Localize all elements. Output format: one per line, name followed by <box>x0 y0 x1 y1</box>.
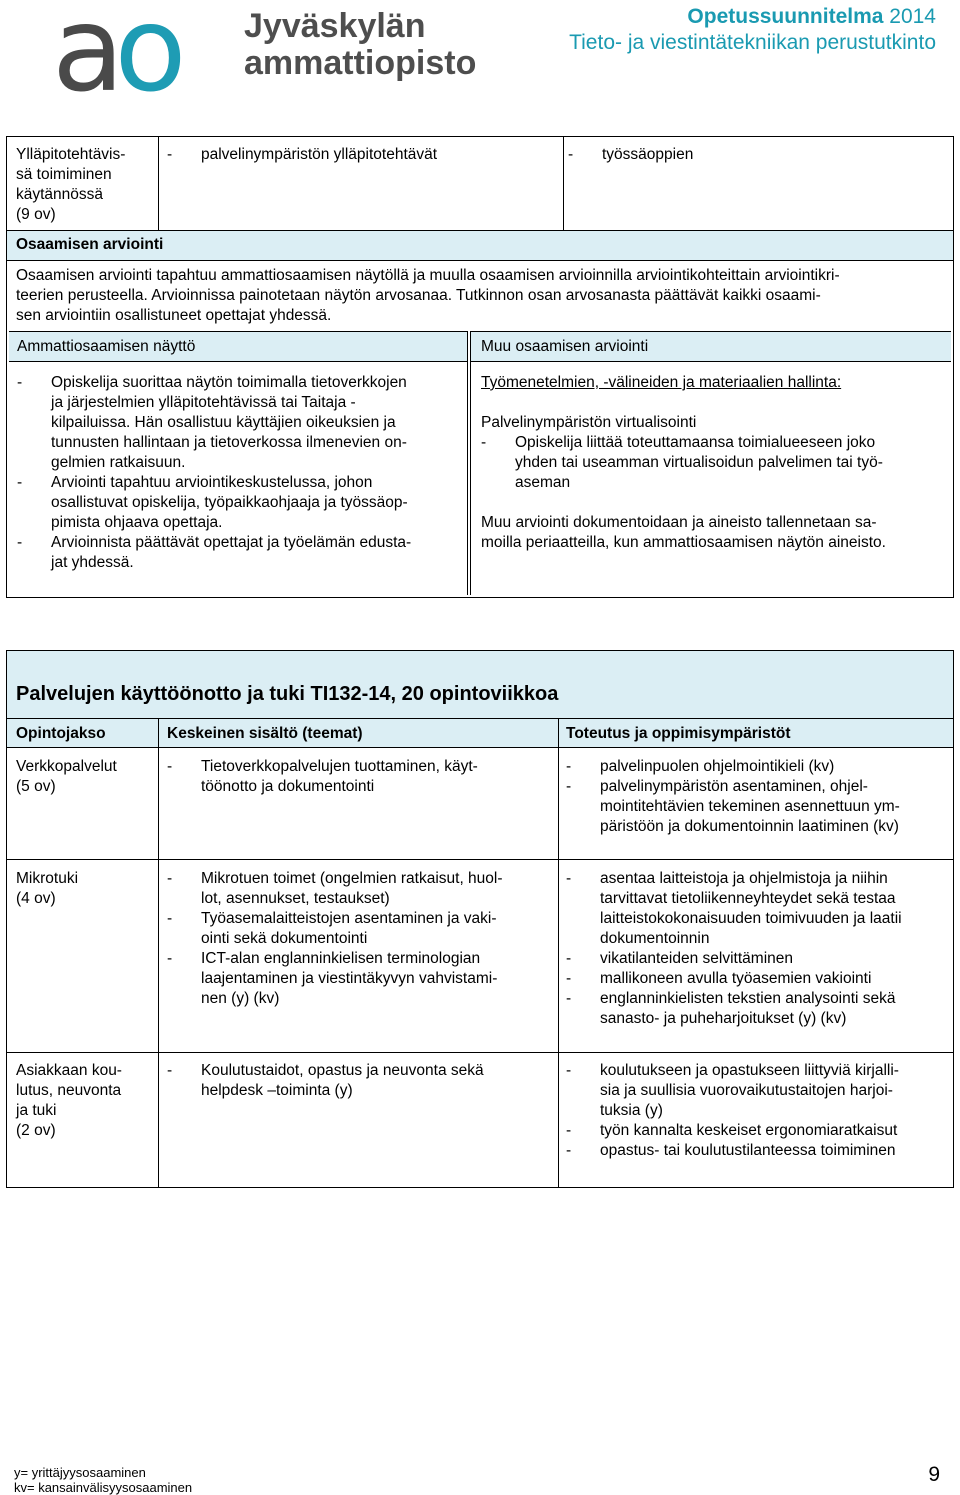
left-item <box>17 373 457 473</box>
line: - asentaa laitteistoja ja ohjelmistoja ja niihin <box>600 870 888 887</box>
line: jat yhdessä. <box>51 554 134 571</box>
right-underlined: Työmenetelmien, -välineiden ja materiaalien hallinta: <box>481 374 842 391</box>
line: Verkkopalvelut <box>16 758 117 775</box>
unit-impl <box>566 869 946 1029</box>
unit-impl <box>566 757 946 837</box>
assessment-text <box>16 266 951 326</box>
unit-name-line: sä toimiminen <box>16 166 112 183</box>
line: - Mikrotuen toimet (ongelmien ratkaisut, huol- <box>201 870 503 887</box>
title-year: 2014 <box>883 5 936 28</box>
left-item <box>17 533 457 573</box>
top-table <box>6 136 954 598</box>
line: - palvelinpuolen ohjelmointikieli (kv) <box>600 758 835 775</box>
line: tarvittavat tietoliikenneyhteydet sekä testaa <box>600 890 896 907</box>
right-item <box>481 433 946 493</box>
row-divider <box>7 1052 953 1053</box>
unit-name-line: Ylläpitotehtävis- <box>16 146 126 163</box>
line: päristöön ja dokumentoinnin laatiminen (kv) <box>600 818 899 835</box>
right-body-cell <box>470 361 951 595</box>
logo-letter-a: a <box>52 0 115 118</box>
left-subheading-cell <box>9 331 468 361</box>
line: töönotto ja dokumentointi <box>201 778 375 795</box>
col-header-impl: Toteutus ja oppimisympäristöt <box>566 725 791 742</box>
line: (4 ov) <box>16 890 56 907</box>
line: - palvelinympäristön asentaminen, ohjel- <box>600 778 868 795</box>
line: - koulutukseen ja opastukseen liittyviä kirjalli- <box>600 1062 899 1079</box>
line: - Arvioinnista päättävät opettajat ja työelämän edusta- <box>51 534 412 551</box>
right-sub: Palvelinympäristön virtualisointi <box>481 414 697 431</box>
unit-content <box>167 869 552 1009</box>
line: laajentaminen ja viestintäkyvyn vahvistami- <box>201 970 498 987</box>
line: - englanninkielisten tekstien analysointi sekä <box>600 990 896 1007</box>
line: yhden tai useamman virtualisoidun palvelimen tai työ- <box>515 454 883 471</box>
line: - Arviointi tapahtuu arviointikeskustelussa, johon <box>51 474 373 491</box>
assessment-heading: Osaamisen arviointi <box>16 236 164 253</box>
line: sanasto- ja puheharjoitukset (y) (kv) <box>600 1010 847 1027</box>
line: - vikatilanteiden selvittäminen <box>600 950 793 967</box>
line: - Koulutustaidot, opastus ja neuvonta sekä <box>201 1062 484 1079</box>
divider <box>7 260 953 261</box>
line: - työn kannalta keskeiset ergonomiaratkaisut <box>600 1122 898 1139</box>
line: dokumentoinnin <box>600 930 710 947</box>
line: mointitehtävien tekeminen asennettuun ym- <box>600 798 900 815</box>
unit-content <box>167 757 552 797</box>
assessment-line: Osaamisen arviointi tapahtuu ammattiosaamisen näytöllä ja muulla osaamisen arvioinnilla arviointikohteittain arviointikri- <box>16 267 840 284</box>
line: ja tuki <box>16 1102 57 1119</box>
unit-name <box>16 869 156 909</box>
row1-col2 <box>159 137 564 230</box>
line: Muu arviointi dokumentoidaan ja aineisto tallennetaan sa- <box>481 514 877 531</box>
module-title: Palvelujen käyttöönotto ja tuki TI132-14, 20 opintoviikkoa <box>16 683 559 705</box>
page-number: 9 <box>928 1463 940 1486</box>
right-note <box>481 513 946 553</box>
col-separator <box>558 718 559 1187</box>
unit-impl <box>566 1061 946 1161</box>
line: moilla periaatteilla, kun ammattiosaamisen näytön aineisto. <box>481 534 886 551</box>
module-title-row <box>7 651 953 718</box>
line: aseman <box>515 474 571 491</box>
impl-item: - työssäoppien <box>568 145 960 165</box>
unit-credits: (9 ov) <box>16 206 56 223</box>
line: (2 ov) <box>16 1122 56 1139</box>
line: lutus, neuvonta <box>16 1082 122 1099</box>
bottom-table <box>6 650 954 1188</box>
line: sia ja suullisia vuorovaikutustaitojen harjoi- <box>600 1082 893 1099</box>
row-divider <box>7 859 953 860</box>
line: osallistuvat opiskelija, työpaikkaohjaaja ja työssäop- <box>51 494 408 511</box>
document-subtitle: Tieto- ja viestintätekniikan perustutkinto <box>569 31 936 54</box>
line: - mallikoneen avulla työasemien vakiointi <box>600 970 872 987</box>
unit-name-line: käytännössä <box>16 186 104 203</box>
column-header-row <box>7 718 953 747</box>
logo-line2: ammattiopisto <box>244 44 477 82</box>
left-body-cell <box>9 361 468 595</box>
document-title <box>569 4 936 56</box>
footer-notes <box>14 1465 192 1495</box>
row-divider <box>7 747 953 748</box>
line: - Opiskelija liittää toteuttamaansa toimialueeseen joko <box>515 434 876 451</box>
logo-mark-text <box>52 0 177 118</box>
line: - Tietoverkkopalvelujen tuottaminen, käyt- <box>201 758 478 775</box>
logo-mark <box>52 0 177 118</box>
right-subheading-cell <box>470 331 951 361</box>
line: laitteistokokonaisuuden toimivuuden ja laatii <box>600 910 902 927</box>
right-subheading: Muu osaamisen arviointi <box>481 338 649 355</box>
title-bold: Opetussuunnitelma <box>687 5 884 28</box>
line: - opastus- tai koulutustilanteessa toimiminen <box>600 1142 896 1159</box>
left-item <box>17 473 457 533</box>
line: - ICT-alan englanninkielisen terminologian <box>201 950 481 967</box>
logo-line1: Jyväskylän <box>244 7 426 45</box>
footer-note-y: y= yrittäjyysosaaminen <box>14 1465 146 1480</box>
line: tuksia (y) <box>600 1102 663 1119</box>
line: ointi sekä dokumentointi <box>201 930 368 947</box>
logo-letter-o: o <box>114 0 177 118</box>
line: Mikrotuki <box>16 870 79 887</box>
content-item: - palvelinympäristön ylläpitotehtävät <box>167 145 581 165</box>
line: Asiakkaan kou- <box>16 1062 122 1079</box>
line: ja järjestelmien ylläpitotehtävissä tai Taitaja - <box>51 394 356 411</box>
left-subheading: Ammattiosaamisen näyttö <box>17 338 196 355</box>
col-header-unit: Opintojakso <box>16 725 106 742</box>
line: gelmien ratkaisuun. <box>51 454 186 471</box>
line: - Työasemalaitteistojen asentaminen ja vaki- <box>201 910 497 927</box>
unit-name <box>16 1061 156 1141</box>
unit-content <box>167 1061 552 1101</box>
col-separator <box>158 718 159 1187</box>
line: lot, asennukset, testaukset) <box>201 890 390 907</box>
assessment-heading-row <box>7 230 953 261</box>
line: nen (y) (kv) <box>201 990 280 1007</box>
line: helpdesk –toiminta (y) <box>201 1082 353 1099</box>
row1-col1 <box>7 137 159 230</box>
assessment-line: sen arviointiin osallistuneet opettajat yhdessä. <box>16 307 332 324</box>
line: kilpailuissa. Hän osallistuu käyttäjien oikeuksien ja <box>51 414 396 431</box>
footer-note-kv: kv= kansainvälisyysosaaminen <box>14 1480 193 1495</box>
unit-name <box>16 757 156 797</box>
line: - Opiskelija suorittaa näytön toimimalla tietoverkkojen <box>51 374 407 391</box>
line: pimista ohjaava opettaja. <box>51 514 223 531</box>
col-header-content: Keskeinen sisältö (teemat) <box>167 725 363 742</box>
line: tunnusten hallintaan ja tietoverkossa ilmenevien on- <box>51 434 407 451</box>
line: (5 ov) <box>16 778 56 795</box>
assessment-line: teerien perusteella. Arvioinnissa painotetaan näytön arvosanaa. Tutkinnon osan arvosanasta päättävät kaikki osaami- <box>16 287 821 304</box>
